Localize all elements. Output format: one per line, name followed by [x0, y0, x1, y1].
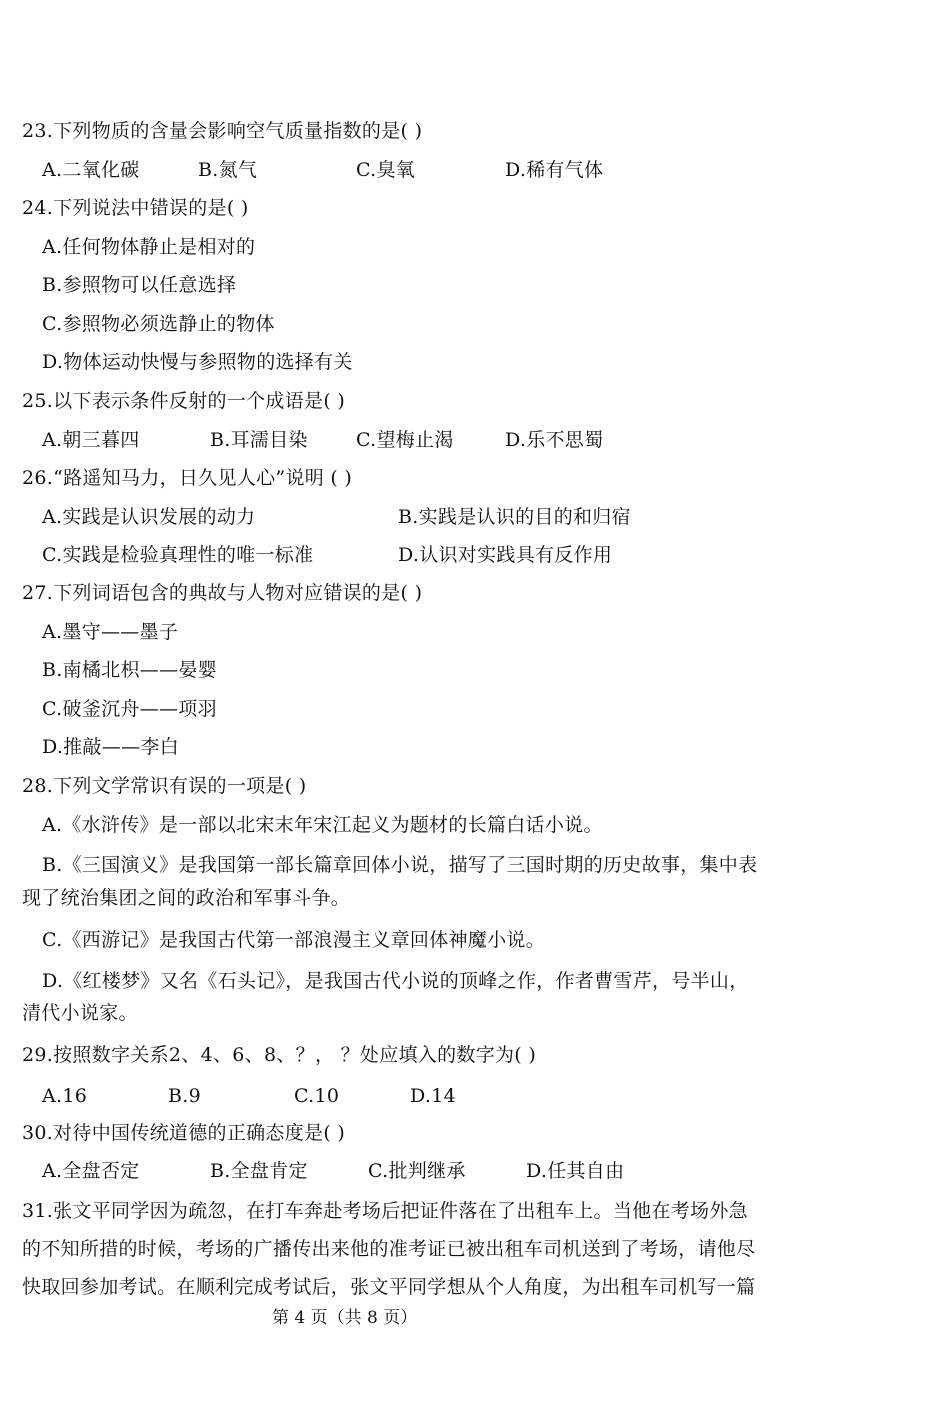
q27-option-a: A.墨守——墨子 [42, 621, 179, 643]
q30-option-b: B.全盘肯定 [210, 1160, 308, 1182]
question-25-stem: 25.以下表示条件反射的一个成语是( ) [22, 390, 346, 412]
q26-option-d: D.认识对实践具有反作用 [398, 544, 613, 566]
q25-option-c: C.望梅止渴 [356, 429, 454, 451]
q23-option-c: C.臭氧 [356, 159, 416, 181]
question-23-stem: 23.下列物质的含量会影响空气质量指数的是( ) [22, 120, 423, 142]
q30-option-a: A.全盘否定 [42, 1160, 140, 1182]
q30-option-d: D.任其自由 [526, 1160, 625, 1182]
q24-option-c: C.参照物必须选静止的物体 [42, 313, 275, 335]
question-31-stem: 31.张文平同学因为疏忽，在打车奔赴考场后把证件落在了出租车上。当他在考场外急 [22, 1200, 748, 1222]
q29-option-b: B.9 [168, 1085, 201, 1107]
q29-option-a: A.16 [42, 1085, 88, 1107]
q24-option-b: B.参照物可以任意选择 [42, 274, 237, 296]
q23-option-d: D.稀有气体 [505, 159, 604, 181]
q24-option-d: D.物体运动快慢与参照物的选择有关 [42, 351, 353, 373]
q28-option-b: B.《三国演义》是我国第一部长篇章回体小说，描写了三国时期的历史故事，集中表 [42, 854, 758, 876]
q27-option-d: D.推敲——李白 [42, 736, 179, 758]
q27-option-c: C.破釜沉舟——项羽 [42, 698, 217, 720]
q28-option-b-continued: 现了统治集团之间的政治和军事斗争。 [22, 887, 351, 909]
q30-option-c: C.批判继承 [368, 1160, 466, 1182]
q25-option-a: A.朝三暮四 [42, 429, 140, 451]
q31-continued-line-1: 的不知所措的时候，考场的广播传出来他的准考证已被出租车司机送到了考场，请他尽 [22, 1238, 756, 1260]
q27-option-b: B.南橘北枳——晏婴 [42, 659, 218, 681]
q28-option-d-continued: 清代小说家。 [22, 1002, 138, 1024]
page-footer: 第 4 页（共 8 页） [272, 1308, 418, 1328]
q28-option-d: D.《红楼梦》又名《石头记》，是我国古代小说的顶峰之作，作者曹雪芹，号半山， [42, 970, 749, 992]
q26-option-b: B.实践是认识的目的和归宿 [398, 506, 631, 528]
question-24-stem: 24.下列说法中错误的是( ) [22, 197, 249, 219]
q29-option-d: D.14 [410, 1085, 456, 1107]
question-28-stem: 28.下列文学常识有误的一项是( ) [22, 775, 307, 797]
q28-option-a: A.《水浒传》是一部以北宋末年宋江起义为题材的长篇白话小说。 [42, 814, 603, 836]
question-26-stem: 26.“路遥知马力，日久见人心”说明 ( ) [22, 467, 353, 489]
q29-option-c: C.10 [294, 1085, 340, 1107]
question-27-stem: 27.下列词语包含的典故与人物对应错误的是( ) [22, 582, 423, 604]
q25-option-d: D.乐不思蜀 [505, 429, 604, 451]
q25-option-b: B.耳濡目染 [210, 429, 308, 451]
q24-option-a: A.任何物体静止是相对的 [42, 236, 256, 258]
question-30-stem: 30.对待中国传统道德的正确态度是( ) [22, 1122, 346, 1144]
q23-option-a: A.二氧化碳 [42, 159, 140, 181]
q26-option-a: A.实践是认识发展的动力 [42, 506, 256, 528]
q31-continued-line-2: 快取回参加考试。在顺利完成考试后，张文平同学想从个人角度，为出租车司机写一篇 [22, 1276, 756, 1298]
q23-option-b: B.氮气 [198, 159, 258, 181]
question-29-stem: 29.按照数字关系2、4、6、8、？， ？处应填入的数字为( ) [22, 1044, 537, 1066]
q28-option-c: C.《西游记》是我国古代第一部浪漫主义章回体神魔小说。 [42, 929, 546, 951]
q26-option-c: C.实践是检验真理性的唯一标准 [42, 544, 314, 566]
